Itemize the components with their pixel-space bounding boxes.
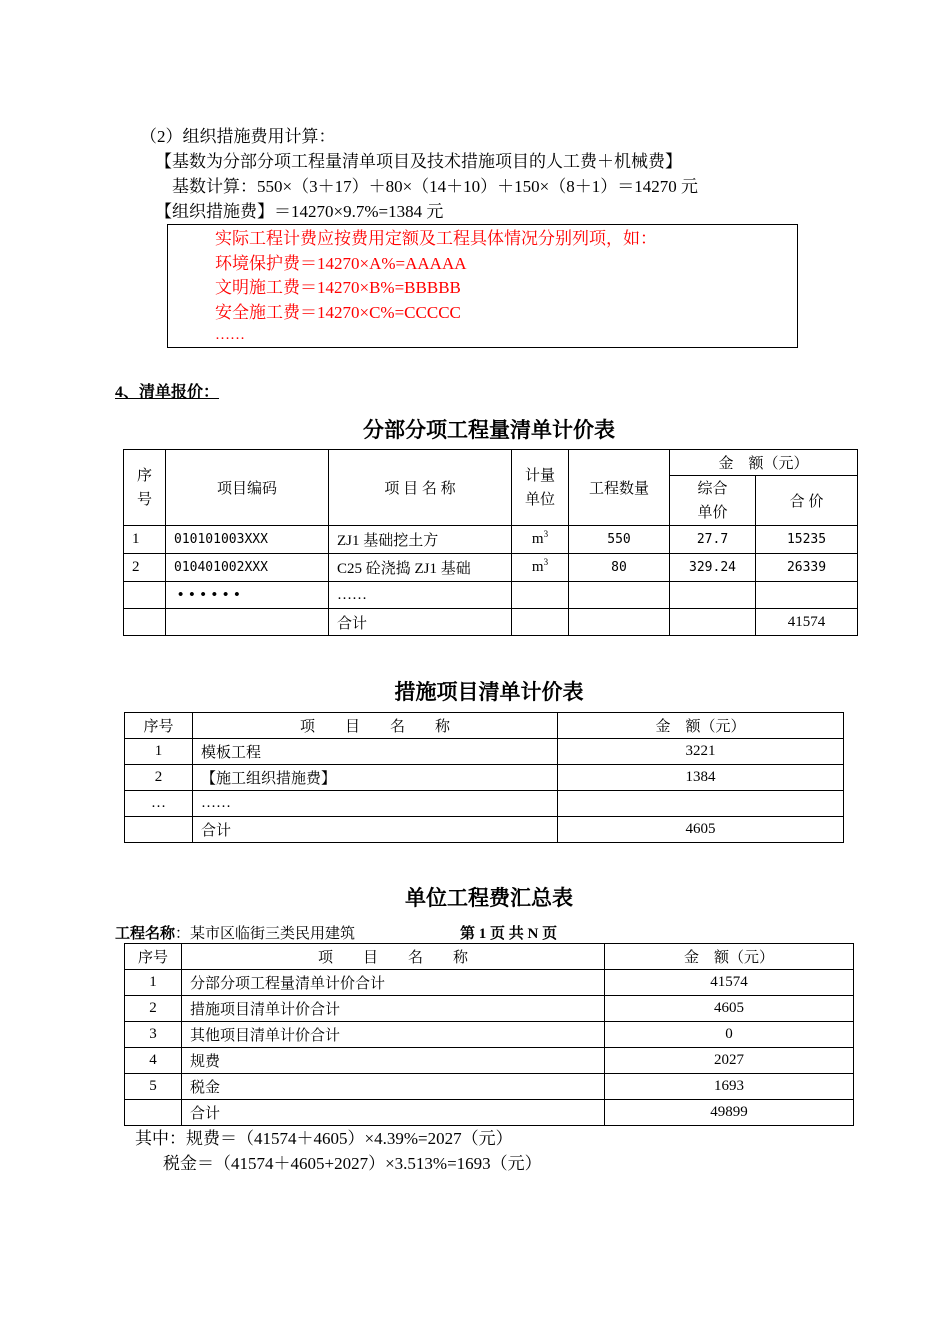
t1-cell-code: 010401002XXX <box>166 554 329 582</box>
t1-cell-seq: 2 <box>124 554 166 582</box>
table-row <box>124 554 858 582</box>
t1-cell-name: ZJ1 基础挖土方 <box>329 526 512 554</box>
t1-cell-total: 41574 <box>756 609 858 636</box>
t1-cell-seq: 1 <box>124 526 166 554</box>
table-row <box>125 739 844 765</box>
t1-cell-name: C25 砼浇捣 ZJ1 基础 <box>329 554 512 582</box>
t3-header-seq: 序号 <box>125 944 182 970</box>
project-name-label: 工程名称 <box>115 926 176 942</box>
table-row <box>125 791 844 817</box>
t3-cell-name: 分部分项工程量清单计价合计 <box>182 970 605 996</box>
table-row <box>125 1022 854 1048</box>
t1-cell-code <box>166 609 329 636</box>
t3-cell-seq <box>125 1100 182 1126</box>
t1-cell-unit <box>512 554 569 582</box>
t3-cell-seq: 5 <box>125 1074 182 1100</box>
t1-cell-total: 15235 <box>756 526 858 554</box>
note-tax: 税金＝（41574＋4605+2027）×3.513%=1693（元） <box>163 1154 542 1173</box>
calc-section-title: （2）组织措施费用计算： <box>140 127 336 146</box>
t1-header-seq: 序 号 <box>124 450 166 526</box>
t2-cell-name: …… <box>193 791 558 817</box>
t3-cell-seq: 4 <box>125 1048 182 1074</box>
table-row <box>125 1074 854 1100</box>
table-row <box>125 996 854 1022</box>
t2-cell-amount: 1384 <box>558 765 844 791</box>
t2-cell-seq: 1 <box>125 739 193 765</box>
t1-cell-code: •••••• <box>166 582 329 609</box>
t3-cell-name: 规费 <box>182 1048 605 1074</box>
unit-sup: 3 <box>543 529 549 539</box>
t1-cell-qty: 80 <box>569 554 670 582</box>
t1-cell-total <box>756 582 858 609</box>
t1-header-name: 项 目 名 称 <box>329 450 512 526</box>
table3-title: 单位工程费汇总表 <box>405 886 573 910</box>
t2-cell-seq: 2 <box>125 765 193 791</box>
t1-cell-seq <box>124 582 166 609</box>
t2-cell-name: 合计 <box>193 817 558 843</box>
t1-header-unit: 计量 单位 <box>512 450 569 526</box>
table2-title: 措施项目清单计价表 <box>394 680 584 704</box>
note-line-1: 实际工程计费应按费用定额及工程具体情况分别列项，如： <box>215 229 657 248</box>
table3 <box>124 943 854 1126</box>
t1-cell-name: 合计 <box>329 609 512 636</box>
t3-cell-amount: 2027 <box>605 1048 854 1074</box>
unit-text: m <box>531 559 544 575</box>
t3-cell-name: 其他项目清单计价合计 <box>182 1022 605 1048</box>
t1-cell-code: 010101003XXX <box>166 526 329 554</box>
project-name-value: ：某市区临街三类民用建筑 <box>175 926 356 942</box>
table-row <box>124 609 858 636</box>
t3-cell-amount: 49899 <box>605 1100 854 1126</box>
t2-cell-name: 模板工程 <box>193 739 558 765</box>
t1-cell-price: 329.24 <box>670 554 756 582</box>
t2-header-name: 项 目 名 称 <box>193 713 558 739</box>
note-line-5: …… <box>215 327 245 343</box>
note-fees: 其中：规费＝（41574＋4605）×4.39%=2027（元） <box>135 1129 513 1148</box>
calc-base-note: 【基数为分部分项工程量清单项目及技术措施项目的人工费＋机械费】 <box>155 152 682 171</box>
t1-header-total: 合 价 <box>756 476 858 526</box>
t3-cell-seq: 2 <box>125 996 182 1022</box>
t3-cell-name: 合计 <box>182 1100 605 1126</box>
t2-cell-amount <box>558 791 844 817</box>
t1-cell-unit <box>512 526 569 554</box>
t1-cell-qty <box>569 582 670 609</box>
t1-cell-price <box>670 582 756 609</box>
t1-cell-total: 26339 <box>756 554 858 582</box>
t2-cell-amount: 4605 <box>558 817 844 843</box>
t3-cell-amount: 41574 <box>605 970 854 996</box>
table-row <box>124 526 858 554</box>
t1-cell-qty: 550 <box>569 526 670 554</box>
note-box <box>167 224 798 348</box>
t1-cell-qty <box>569 609 670 636</box>
t1-header-code: 项目编码 <box>166 450 329 526</box>
calc-base-formula: 基数计算：550×（3＋17）＋80×（14＋10）＋150×（8＋1）＝14270 元 <box>172 177 699 196</box>
t2-header-seq: 序号 <box>125 713 193 739</box>
t1-cell-unit <box>512 582 569 609</box>
table-row <box>125 970 854 996</box>
t1-header-amount: 金 额（元） <box>670 450 858 476</box>
t1-cell-unit <box>512 609 569 636</box>
t3-header-name: 项 目 名 称 <box>182 944 605 970</box>
t1-cell-price <box>670 609 756 636</box>
t3-cell-name: 税金 <box>182 1074 605 1100</box>
note-line-3: 文明施工费＝14270×B%=BBBBB <box>215 278 461 297</box>
table1 <box>123 449 858 636</box>
t1-header-unit-price: 综合 单价 <box>670 476 756 526</box>
project-name-line <box>115 922 355 943</box>
t3-cell-seq: 3 <box>125 1022 182 1048</box>
note-line-2: 环境保护费＝14270×A%=AAAAA <box>215 254 467 273</box>
table-row <box>125 817 844 843</box>
t3-cell-seq: 1 <box>125 970 182 996</box>
t1-header-qty: 工程数量 <box>569 450 670 526</box>
section4-heading: 4、清单报价： <box>115 384 220 401</box>
unit-text: m <box>531 531 544 547</box>
page-info: 第 1 页 共 N 页 <box>460 926 558 942</box>
t1-cell-seq <box>124 609 166 636</box>
t3-cell-amount: 0 <box>605 1022 854 1048</box>
t2-cell-seq <box>125 817 193 843</box>
table2 <box>124 712 844 843</box>
t2-header-amount: 金 额（元） <box>558 713 844 739</box>
table-row <box>125 1048 854 1074</box>
table-row <box>125 765 844 791</box>
table-row <box>124 582 858 609</box>
t3-cell-name: 措施项目清单计价合计 <box>182 996 605 1022</box>
t3-cell-amount: 4605 <box>605 996 854 1022</box>
table-row <box>125 1100 854 1126</box>
t1-cell-name: …… <box>329 582 512 609</box>
calc-org-fee: 【组织措施费】＝14270×9.7%=1384 元 <box>155 202 444 221</box>
t2-cell-seq: … <box>125 791 193 817</box>
t2-cell-name: 【施工组织措施费】 <box>193 765 558 791</box>
note-line-4: 安全施工费＝14270×C%=CCCCC <box>215 303 461 322</box>
table1-title: 分部分项工程量清单计价表 <box>363 418 615 442</box>
t2-cell-amount: 3221 <box>558 739 844 765</box>
unit-sup: 3 <box>543 557 549 567</box>
t3-header-amount: 金 额（元） <box>605 944 854 970</box>
t3-cell-amount: 1693 <box>605 1074 854 1100</box>
t1-cell-price: 27.7 <box>670 526 756 554</box>
